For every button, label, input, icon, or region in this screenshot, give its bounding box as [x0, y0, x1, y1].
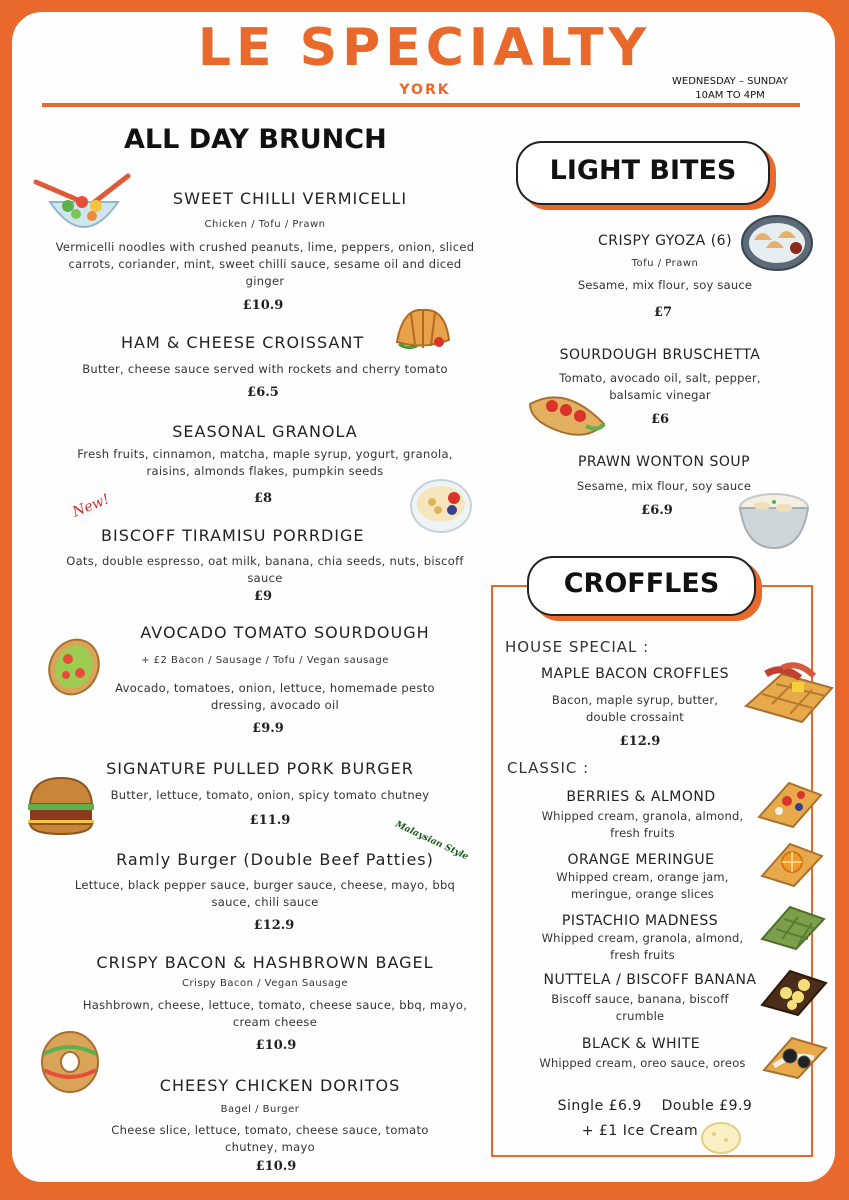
- item-description: Whipped cream, granola, almond, fresh fruits: [541, 931, 744, 962]
- orange-meringue-croffle-icon: [758, 838, 826, 890]
- burger-icon: [24, 776, 98, 836]
- classic-label: CLASSIC :: [507, 759, 590, 777]
- croffle-pricing: Single £6.9 Double £9.9: [557, 1098, 753, 1114]
- pistachio-croffle-icon: [758, 901, 828, 953]
- berries-croffle-icon: [755, 777, 825, 831]
- item-name: SOURDOUGH BRUSCHETTA: [559, 347, 761, 363]
- item-description: Cheese slice, lettuce, tomato, cheese sauce, tomato chutney, mayo: [111, 1123, 429, 1154]
- item-name: SIGNATURE PULLED PORK BURGER: [106, 759, 414, 778]
- item-description: Oats, double espresso, oat milk, banana, chia seeds, nuts, biscoff sauce: [66, 554, 464, 585]
- item-description: Butter, cheese sauce served with rockets and cherry tomato: [82, 362, 448, 376]
- item-description: Fresh fruits, cinnamon, matcha, maple syrup, yogurt, granola, raisins, almonds flakes, pumpkin seeds: [77, 447, 453, 478]
- item-description: Lettuce, black pepper sauce, burger sauce, cheese, mayo, bbq sauce, chili sauce: [74, 878, 456, 909]
- croffles-title: CROFFLES: [563, 568, 720, 599]
- item-options: Chicken / Tofu / Prawn: [204, 219, 326, 230]
- item-price: £9: [253, 589, 273, 604]
- header-divider: [42, 103, 800, 107]
- item-options: + £2 Bacon / Sausage / Tofu / Vegan sausage: [141, 655, 389, 666]
- item-name: MAPLE BACON CROFFLES: [541, 666, 730, 682]
- item-price: £8: [253, 491, 273, 506]
- banana-croffle-icon: [758, 965, 830, 1019]
- item-price: £9.9: [252, 721, 284, 736]
- item-description: Avocado, tomatoes, onion, lettuce, homemade pesto dressing, avocado oil: [115, 681, 435, 712]
- ice-cream-addon: + £1 Ice Cream: [581, 1123, 699, 1139]
- item-description: Vermicelli noodles with crushed peanuts, lime, peppers, onion, sliced carrots, coriander, mint, sweet chilli sauce, sesame oil and diced ginger: [55, 240, 475, 288]
- brand-title: LE SPECIALTY: [197, 18, 652, 78]
- item-description: Sesame, mix flour, soy sauce: [576, 479, 752, 493]
- item-name: BERRIES & ALMOND: [566, 789, 716, 805]
- item-name: SWEET CHILLI VERMICELLI: [172, 189, 408, 208]
- item-name: NUTTELA / BISCOFF BANANA: [543, 972, 757, 988]
- item-description: Whipped cream, orange jam, meringue, orange slices: [556, 870, 729, 901]
- bruschetta-icon: [526, 384, 610, 444]
- opening-days: WEDNESDAY – SUNDAY: [672, 76, 788, 87]
- item-name: AVOCADO TOMATO SOURDOUGH: [140, 623, 430, 642]
- item-description: Butter, lettuce, tomato, onion, spicy tomato chutney: [110, 788, 430, 802]
- item-description: Sesame, mix flour, soy sauce: [577, 278, 753, 292]
- item-name: HAM & CHEESE CROISSANT: [121, 333, 365, 352]
- item-price: £10.9: [242, 298, 284, 313]
- item-name: BISCOFF TIRAMISU PORRDIGE: [101, 526, 365, 545]
- item-description: Hashbrown, cheese, lettuce, tomato, cheese sauce, bbq, mayo, cream cheese: [82, 998, 468, 1029]
- item-options: Bagel / Burger: [220, 1104, 300, 1115]
- city-label: YORK: [399, 82, 451, 98]
- item-name: SEASONAL GRANOLA: [172, 422, 358, 441]
- item-price: £10.9: [255, 1159, 297, 1174]
- light-bites-title: LIGHT BITES: [549, 155, 737, 186]
- malaysian-style-badge: Malaysian Style: [393, 819, 470, 863]
- item-description: Biscoff sauce, banana, biscoff crumble: [551, 992, 729, 1023]
- item-options: Tofu / Prawn: [631, 258, 699, 269]
- wonton-soup-icon: [738, 488, 810, 552]
- item-name: PISTACHIO MADNESS: [561, 913, 719, 929]
- item-price: £11.9: [249, 813, 291, 828]
- opening-time: 10AM TO 4PM: [695, 90, 765, 101]
- new-badge: New!: [70, 491, 112, 521]
- item-name: PRAWN WONTON SOUP: [577, 454, 751, 470]
- item-name: CRISPY BACON & HASHBROWN BAGEL: [96, 953, 434, 972]
- item-price: £6.5: [247, 385, 279, 400]
- house-special-label: HOUSE SPECIAL :: [505, 638, 650, 656]
- item-price: £12.9: [253, 918, 295, 933]
- item-description: Bacon, maple syrup, butter, double crossaint: [551, 693, 719, 724]
- item-options: Crispy Bacon / Vegan Sausage: [181, 978, 349, 989]
- opening-hours: [650, 75, 810, 103]
- bagel-icon: [40, 1030, 100, 1094]
- item-price: £12.9: [619, 734, 661, 749]
- item-price: £6.9: [641, 503, 673, 518]
- maple-bacon-croffle-icon: [742, 660, 836, 726]
- item-price: £6: [650, 412, 670, 427]
- item-name: Ramly Burger (Double Beef Patties): [116, 850, 434, 869]
- ice-cream-scoop-icon: [700, 1118, 742, 1154]
- item-name: CHEESY CHICKEN DORITOS: [159, 1076, 401, 1095]
- item-description: Tomato, avocado oil, salt, pepper, balsamic vinegar: [559, 371, 761, 402]
- croissant-icon: [393, 304, 453, 354]
- item-name: CRISPY GYOZA (6): [597, 233, 733, 249]
- item-description: Whipped cream, granola, almond, fresh fruits: [541, 809, 744, 840]
- item-name: BLACK & WHITE: [581, 1036, 701, 1052]
- item-price: £10.9: [255, 1038, 297, 1053]
- item-description: Whipped cream, oreo sauce, oreos: [539, 1056, 746, 1070]
- item-price: £7: [653, 305, 673, 320]
- oreo-croffle-icon: [760, 1032, 830, 1082]
- brunch-title: ALL DAY BRUNCH: [124, 124, 387, 155]
- item-name: ORANGE MERINGUE: [567, 852, 715, 868]
